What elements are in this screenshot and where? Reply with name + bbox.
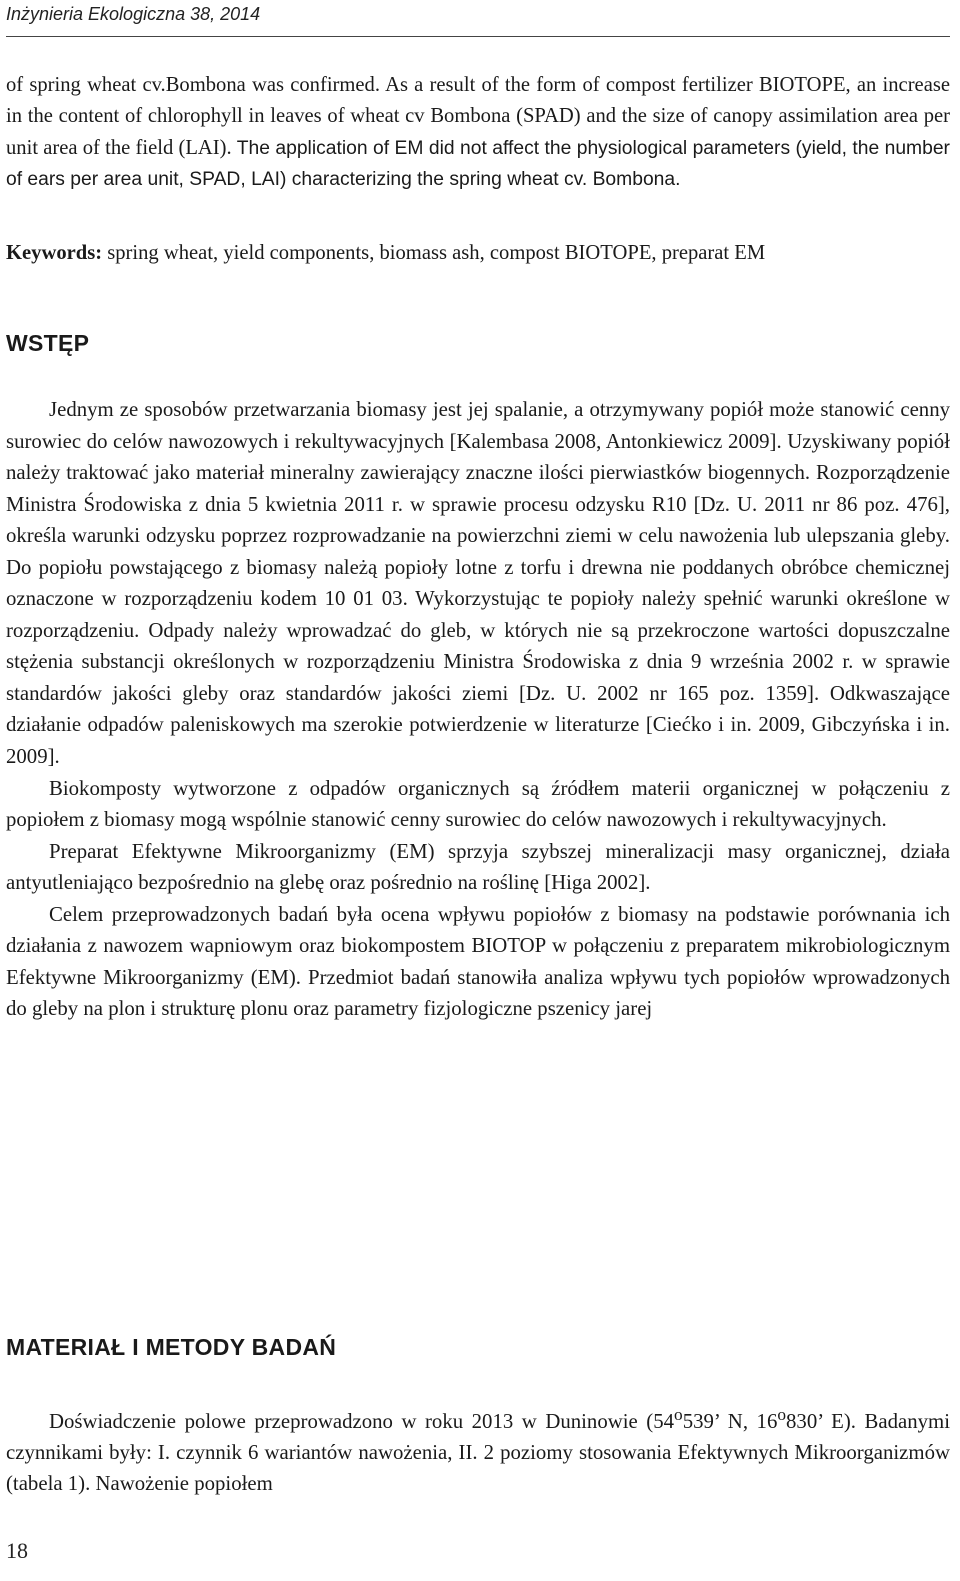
- methods-text-3: 830’ E). Badanymi czynnikami były: I. czynnik 6 wariantów nawożenia, II. 2 poziomy stosowania Efektywnych Mikroorganizmów (tabela 1). Nawożenie popiołem: [6, 1409, 950, 1496]
- abstract-continuation: [6, 70, 950, 195]
- intro-paragraph-1: Jednym ze sposobów przetwarzania biomasy jest jej spalanie, a otrzymywany popiół może stanowić cenny surowiec do celów nawozowych i rekultywacyjnych [Kalembasa 2008, Antonkiewicz 2009]. Uzyskiwany popiół należy traktować jako materiał mineralny zawierający znaczne ilości pierwiastków biogennych. Rozporządzenie Ministra Środowiska z dnia 5 kwietnia 2011 r. w sprawie procesu odzysku R10 [Dz. U. 2011 nr 86 poz. 476], określa warunki odzysku poprzez rozprowadzanie na powierzchni ziemi w celu nawożenia lub ulepszania gleby. Do popiołu powstającego z biomasy należą popioły lotne z torfu i drewna nie poddanych obróbce chemicznej oznaczone w rozporządzeniu kodem 10 01 03. Wykorzystując te popioły należy spełnić warunki określone w rozporządzeniu. Odpady należy wprowadzać do gleb, w których nie są przekroczone wartości dopuszczalne stężenia substancji określonych w rozporządzeniu Ministra Środowiska z dnia 9 września 2002 r. w sprawie standardów jakości gleby oraz standardów jakości ziemi [Dz. U. 2002 nr 165 poz. 1359]. Odkwaszające działanie odpadów paleniskowych ma szerokie potwierdzenie w literaturze [Ciećko i in. 2009, Gibczyńska i in. 2009].: [6, 398, 950, 769]
- running-head: Inżynieria Ekologiczna 38, 2014: [6, 4, 261, 24]
- intro-paragraph-2: Biokomposty wytworzone z odpadów organicznych są źródłem materii organicznej w połączeniu z popiołem z biomasy mogą wspólnie stanowić cenny surowiec do celów nawozowych i rekultywacyjnych.: [6, 776, 950, 832]
- section-heading-methods: MATERIAŁ I METODY BADAŃ: [6, 1334, 337, 1360]
- degree-superscript-2: o: [777, 1405, 787, 1424]
- intro-body: [6, 394, 950, 1025]
- page-number: 18: [6, 1538, 28, 1563]
- section-heading-intro: WSTĘP: [6, 330, 90, 356]
- methods-text-1: Doświadczenie polowe przeprowadzono w roku 2013 w Duninowie (54: [49, 1409, 675, 1433]
- abstract-text-sans: The application of EM did not affect the physiological parameters (yield, the number of ears per area unit, SPAD, LAI) characterizing the spring wheat cv. Bombona.: [6, 137, 950, 190]
- methods-paragraph: [6, 1399, 950, 1500]
- methods-text-2: 539’ N, 16: [682, 1409, 778, 1433]
- intro-paragraph-3: Preparat Efektywne Mikroorganizmy (EM) sprzyja szybszej mineralizacji masy organicznej, działa antyutleniająco bezpośrednio na glebę oraz pośrednio na roślinę [Higa 2002].: [6, 839, 950, 895]
- keywords-label: Keywords:: [6, 242, 103, 264]
- header-rule: [6, 36, 950, 37]
- keywords-text: spring wheat, yield components, biomass ash, compost BIOTOPE, preparat EM: [102, 242, 766, 264]
- abstract-text-serif: of spring wheat cv.Bombona was confirmed. As a result of the form of compost fertilizer BIOTOPE, an increase in the content of chlorophyll in leaves of wheat cv Bombona (SPAD) and the size of canopy assimilation area per unit area of the field (LAI).: [6, 74, 950, 159]
- intro-paragraph-4: Celem przeprowadzonych badań była ocena wpływu popiołów z biomasy na podstawie porównania ich działania z nawozem wapniowym oraz biokompostem BIOTOP w połączeniu z preparatem mikrobiologicznym Efektywne Mikroorganizmy (EM). Przedmiot badań stanowiła analiza wpływu tych popiołów wprowadzonych do gleby na plon i strukturę plonu oraz parametry fizjologiczne pszenicy jarej: [6, 902, 950, 1021]
- keywords-line: [6, 238, 950, 269]
- degree-superscript-1: o: [674, 1405, 683, 1424]
